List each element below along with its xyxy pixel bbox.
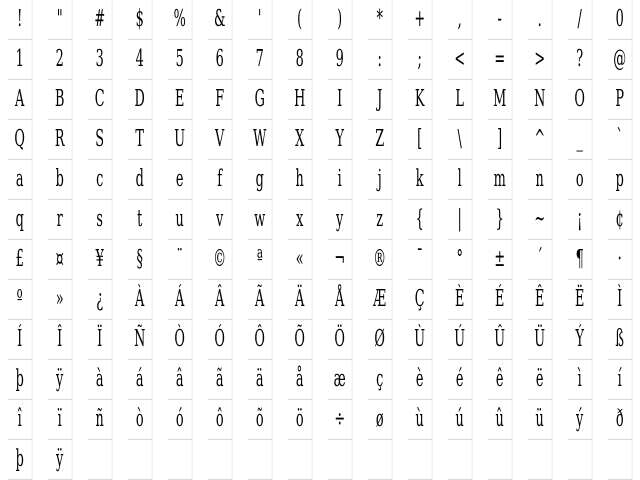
glyph-cell[interactable]: ^ [528,120,553,160]
glyph-cell-empty[interactable] [568,440,593,480]
glyph-cell[interactable]: ¨ [168,240,193,280]
glyph-cell[interactable]: B [48,80,73,120]
glyph-cell[interactable]: ! [8,0,33,40]
glyph-cell[interactable]: > [528,40,553,80]
glyph-cell[interactable]: Õ [288,320,313,360]
glyph-cell-empty[interactable] [448,440,473,480]
glyph-cell[interactable]: ¬ [328,240,353,280]
glyph-cell[interactable]: v [208,200,233,240]
glyph-cell[interactable]: Ï [88,320,113,360]
glyph-cell[interactable]: ç [368,360,393,400]
glyph-cell[interactable]: R [48,120,73,160]
glyph-cell[interactable]: D [128,80,153,120]
glyph-cell[interactable]: 2 [48,40,73,80]
glyph-cell[interactable]: o [568,160,593,200]
glyph-cell-empty[interactable] [608,440,633,480]
glyph-cell[interactable]: ª [248,240,273,280]
glyph-cell[interactable]: î [8,400,33,440]
glyph-cell[interactable]: u [168,200,193,240]
glyph-cell[interactable]: Æ [368,280,393,320]
glyph-cell[interactable]: M [488,80,513,120]
glyph-cell[interactable]: § [128,240,153,280]
glyph-cell[interactable]: F [208,80,233,120]
glyph-cell[interactable]: q [8,200,33,240]
glyph-cell[interactable]: p [608,160,633,200]
glyph-cell[interactable]: w [248,200,273,240]
glyph-cell[interactable]: ÷ [328,400,353,440]
glyph-cell[interactable]: Å [328,280,353,320]
glyph-cell[interactable]: ] [488,120,513,160]
glyph-cell-empty[interactable] [368,440,393,480]
glyph-cell[interactable]: å [288,360,313,400]
glyph-cell[interactable]: x [288,200,313,240]
glyph-cell[interactable]: . [528,0,553,40]
glyph-cell[interactable]: [ [408,120,433,160]
glyph-cell[interactable]: ß [608,320,633,360]
glyph-cell[interactable]: k [408,160,433,200]
glyph-cell[interactable]: È [448,280,473,320]
glyph-cell[interactable]: Á [168,280,193,320]
glyph-cell-empty[interactable] [248,440,273,480]
glyph-cell[interactable]: ¶ [568,240,593,280]
glyph-cell[interactable]: Q [8,120,33,160]
glyph-cell[interactable]: Z [368,120,393,160]
glyph-cell[interactable]: S [88,120,113,160]
glyph-cell[interactable]: X [288,120,313,160]
glyph-cell-empty[interactable] [88,440,113,480]
glyph-cell[interactable]: f [208,160,233,200]
glyph-cell[interactable]: Ü [528,320,553,360]
glyph-cell[interactable]: Ú [448,320,473,360]
glyph-cell[interactable]: Ò [168,320,193,360]
glyph-cell[interactable]: ¤ [48,240,73,280]
glyph-cell[interactable]: T [128,120,153,160]
glyph-cell-empty[interactable] [408,440,433,480]
glyph-cell[interactable]: ó [168,400,193,440]
glyph-cell[interactable]: Y [328,120,353,160]
glyph-cell[interactable]: + [408,0,433,40]
glyph-cell[interactable]: I [328,80,353,120]
glyph-cell[interactable]: © [208,240,233,280]
glyph-cell[interactable]: } [488,200,513,240]
glyph-cell[interactable]: ä [248,360,273,400]
glyph-cell[interactable]: J [368,80,393,120]
glyph-cell[interactable]: L [448,80,473,120]
glyph-cell-empty[interactable] [528,440,553,480]
glyph-cell[interactable]: 0 [608,0,633,40]
glyph-cell[interactable]: 6 [208,40,233,80]
glyph-cell[interactable]: Ñ [128,320,153,360]
glyph-cell[interactable]: ÿ [48,360,73,400]
glyph-cell[interactable]: n [528,160,553,200]
glyph-cell-empty[interactable] [328,440,353,480]
glyph-cell[interactable]: < [448,40,473,80]
glyph-cell[interactable]: V [208,120,233,160]
glyph-cell[interactable]: º [8,280,33,320]
glyph-cell[interactable]: ñ [88,400,113,440]
glyph-cell[interactable]: : [368,40,393,80]
glyph-cell[interactable]: ö [288,400,313,440]
glyph-cell-empty[interactable] [288,440,313,480]
glyph-cell[interactable]: & [208,0,233,40]
glyph-cell[interactable]: ù [408,400,433,440]
glyph-cell[interactable]: þ [8,440,33,480]
glyph-cell[interactable]: Ô [248,320,273,360]
glyph-cell[interactable]: ¿ [88,280,113,320]
glyph-cell[interactable]: õ [248,400,273,440]
glyph-cell[interactable]: è [408,360,433,400]
glyph-cell[interactable]: 9 [328,40,353,80]
glyph-cell[interactable]: d [128,160,153,200]
glyph-cell[interactable]: ï [48,400,73,440]
glyph-cell[interactable]: A [8,80,33,120]
glyph-cell[interactable]: { [408,200,433,240]
glyph-cell[interactable]: ¢ [608,200,633,240]
glyph-cell[interactable]: Â [208,280,233,320]
glyph-cell[interactable]: b [48,160,73,200]
glyph-cell[interactable]: É [488,280,513,320]
glyph-cell-empty[interactable] [488,440,513,480]
glyph-cell-empty[interactable] [208,440,233,480]
glyph-cell[interactable]: ) [328,0,353,40]
glyph-cell[interactable]: ´ [528,240,553,280]
glyph-cell[interactable]: · [608,240,633,280]
glyph-cell[interactable]: ¡ [568,200,593,240]
glyph-cell[interactable]: ã [208,360,233,400]
glyph-cell[interactable]: ø [368,400,393,440]
glyph-cell[interactable]: i [328,160,353,200]
glyph-cell[interactable]: £ [8,240,33,280]
glyph-cell[interactable]: \ [448,120,473,160]
glyph-cell[interactable]: ¯ [408,240,433,280]
glyph-cell[interactable]: l [448,160,473,200]
glyph-cell[interactable]: a [8,160,33,200]
glyph-cell[interactable]: _ [568,120,593,160]
glyph-cell[interactable]: Ä [288,280,313,320]
glyph-cell[interactable]: Í [8,320,33,360]
glyph-cell[interactable]: m [488,160,513,200]
glyph-cell[interactable]: 3 [88,40,113,80]
glyph-cell[interactable]: C [88,80,113,120]
glyph-cell[interactable]: 7 [248,40,273,80]
glyph-cell[interactable]: $ [128,0,153,40]
glyph-cell[interactable]: û [488,400,513,440]
glyph-cell[interactable]: E [168,80,193,120]
glyph-cell[interactable]: Ã [248,280,273,320]
glyph-cell[interactable]: W [248,120,273,160]
glyph-cell[interactable]: | [448,200,473,240]
glyph-cell[interactable]: , [448,0,473,40]
glyph-cell[interactable]: Û [488,320,513,360]
glyph-cell[interactable]: à [88,360,113,400]
glyph-cell[interactable]: ® [368,240,393,280]
glyph-cell[interactable]: P [608,80,633,120]
glyph-cell[interactable]: ` [608,120,633,160]
glyph-cell[interactable]: z [368,200,393,240]
glyph-cell[interactable]: e [168,160,193,200]
glyph-cell[interactable]: / [568,0,593,40]
glyph-cell[interactable]: ? [568,40,593,80]
glyph-cell[interactable]: ÿ [48,440,73,480]
glyph-cell[interactable]: @ [608,40,633,80]
glyph-cell[interactable]: ( [288,0,313,40]
glyph-cell[interactable]: ô [208,400,233,440]
glyph-cell[interactable]: ð [608,400,633,440]
glyph-cell[interactable]: ± [488,240,513,280]
glyph-cell[interactable]: ú [448,400,473,440]
glyph-cell[interactable]: 8 [288,40,313,80]
glyph-cell[interactable]: Ý [568,320,593,360]
glyph-cell[interactable]: ò [128,400,153,440]
glyph-cell[interactable]: ° [448,240,473,280]
glyph-cell[interactable]: ì [568,360,593,400]
glyph-cell[interactable]: Ê [528,280,553,320]
glyph-cell[interactable]: ý [568,400,593,440]
glyph-cell[interactable]: ; [408,40,433,80]
glyph-cell[interactable]: Ç [408,280,433,320]
glyph-cell[interactable]: % [168,0,193,40]
glyph-cell[interactable]: s [88,200,113,240]
glyph-cell[interactable]: ~ [528,200,553,240]
glyph-cell[interactable]: ¥ [88,240,113,280]
glyph-cell[interactable]: ü [528,400,553,440]
glyph-cell[interactable]: í [608,360,633,400]
glyph-cell[interactable]: # [88,0,113,40]
glyph-cell[interactable]: Ì [608,280,633,320]
glyph-cell[interactable]: y [328,200,353,240]
glyph-cell[interactable]: Ø [368,320,393,360]
glyph-cell-empty[interactable] [168,440,193,480]
glyph-cell[interactable]: ê [488,360,513,400]
glyph-cell[interactable]: Î [48,320,73,360]
glyph-cell[interactable]: - [488,0,513,40]
glyph-cell[interactable]: = [488,40,513,80]
glyph-cell[interactable]: G [248,80,273,120]
glyph-cell[interactable]: g [248,160,273,200]
glyph-cell[interactable]: Ë [568,280,593,320]
glyph-cell[interactable]: c [88,160,113,200]
glyph-cell[interactable]: U [168,120,193,160]
glyph-cell[interactable]: Ö [328,320,353,360]
glyph-cell[interactable]: " [48,0,73,40]
glyph-cell[interactable]: N [528,80,553,120]
glyph-cell[interactable]: ë [528,360,553,400]
glyph-cell[interactable]: 5 [168,40,193,80]
glyph-cell[interactable]: r [48,200,73,240]
glyph-cell[interactable]: * [368,0,393,40]
glyph-cell[interactable]: â [168,360,193,400]
glyph-cell[interactable]: á [128,360,153,400]
glyph-cell[interactable]: j [368,160,393,200]
glyph-cell[interactable]: À [128,280,153,320]
glyph-cell[interactable]: « [288,240,313,280]
glyph-cell[interactable]: » [48,280,73,320]
glyph-cell[interactable]: ' [248,0,273,40]
glyph-cell[interactable]: O [568,80,593,120]
glyph-cell[interactable]: 1 [8,40,33,80]
glyph-cell[interactable]: K [408,80,433,120]
glyph-cell-empty[interactable] [128,440,153,480]
glyph-cell[interactable]: æ [328,360,353,400]
glyph-cell[interactable]: Ó [208,320,233,360]
glyph-cell[interactable]: þ [8,360,33,400]
glyph-cell[interactable]: 4 [128,40,153,80]
glyph-cell[interactable]: t [128,200,153,240]
glyph-cell[interactable]: H [288,80,313,120]
glyph-cell[interactable]: é [448,360,473,400]
glyph-cell[interactable]: Ù [408,320,433,360]
glyph-cell[interactable]: h [288,160,313,200]
